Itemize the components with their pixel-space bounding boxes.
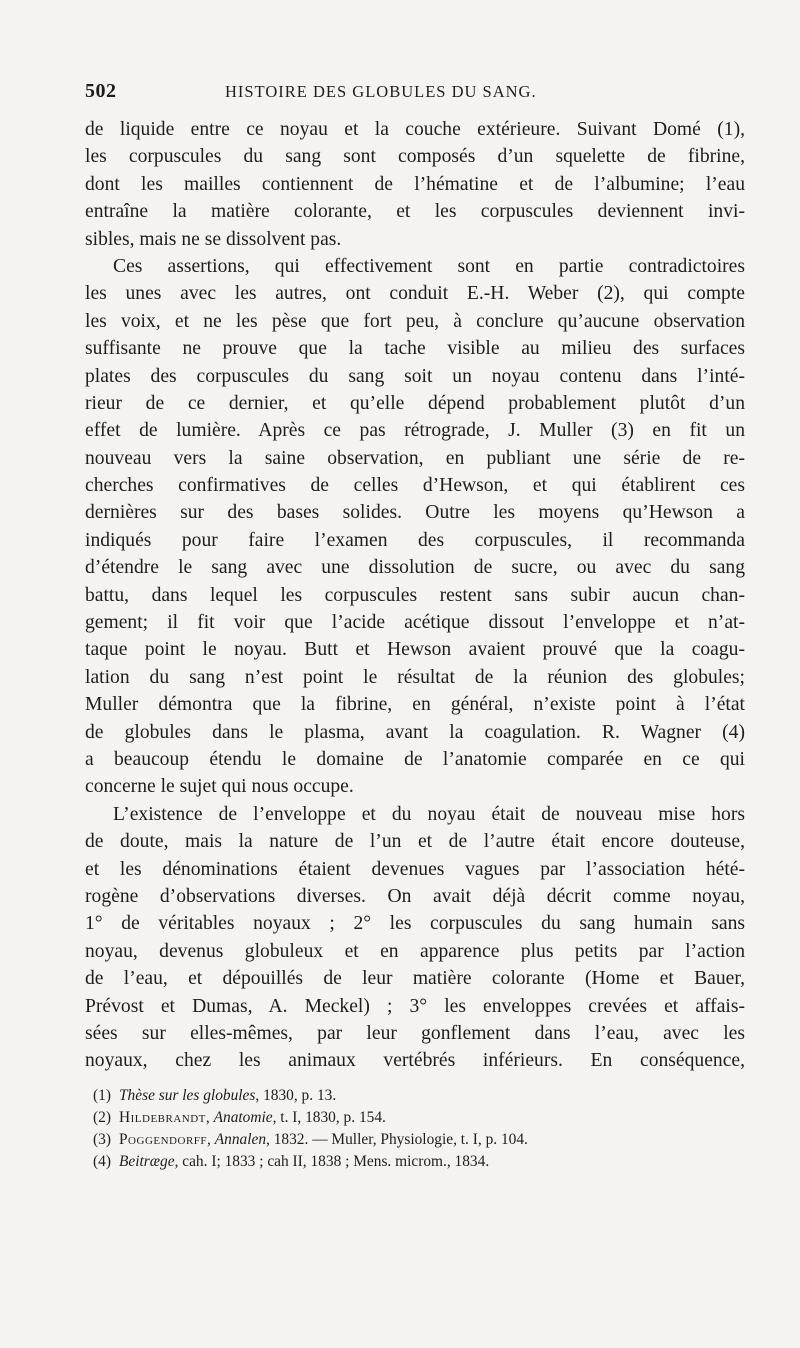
footnote: (2) Hildebrandt, Anatomie, t. I, 1830, p. 154. xyxy=(85,1107,745,1129)
text-line: sées sur elles-mêmes, par leur gonflement dans l’eau, avec les xyxy=(85,1022,745,1044)
footnote-number: (4) xyxy=(93,1152,111,1170)
text-line: les unes avec les autres, ont conduit E.-H. Weber (2), qui compte xyxy=(85,283,745,305)
text-line: effet de lumière. Après ce pas rétrograde, J. Muller (3) en fit un xyxy=(85,420,745,442)
footnote: (3) Poggendorff, Annalen, 1832. — Muller, Physiologie, t. I, p. 104. xyxy=(85,1129,745,1151)
text-line: entraîne la matière colorante, et les corpuscules deviennent invi- xyxy=(85,201,745,223)
text-line: rogène d’observations diverses. On avait déjà décrit comme noyau, xyxy=(85,885,745,907)
text-line: de globules dans le plasma, avant la coagulation. R. Wagner (4) xyxy=(85,721,745,743)
footnote-details: , 1832. — Muller, Physiologie, t. I, p. 104. xyxy=(266,1130,528,1148)
text-line: indiqués pour faire l’examen des corpuscules, il recommanda xyxy=(85,529,745,551)
text-line: concerne le sujet qui nous occupe. xyxy=(85,776,354,798)
body-text xyxy=(85,116,745,1075)
text-line: cherches confirmatives de celles d’Hewson, et qui établirent ces xyxy=(85,475,745,497)
text-line: rieur de ce dernier, et qu’elle dépend probablement plutôt d’un xyxy=(85,392,745,414)
text-line: noyaux, chez les animaux vertébrés inférieurs. En conséquence, xyxy=(85,1050,745,1072)
footnote-number: (3) xyxy=(93,1130,111,1148)
text-line: Muller démontra que la fibrine, en général, n’existe point à l’état xyxy=(85,694,745,716)
footnote-number: (1) xyxy=(93,1086,111,1104)
footnote-details: , 1830, p. 13. xyxy=(255,1086,337,1104)
footnote-author: Poggendorff xyxy=(119,1130,208,1148)
running-title: HISTOIRE DES GLOBULES DU SANG. xyxy=(225,82,537,101)
text-line: de liquide entre ce noyau et la couche extérieure. Suivant Domé (1), xyxy=(85,119,745,140)
page-number: 502 xyxy=(85,80,117,102)
footnote-work: Beitræge xyxy=(119,1152,175,1170)
text-line: 1° de véritables noyaux ; 2° les corpuscules du sang humain sans xyxy=(85,913,745,935)
footnote xyxy=(85,1085,745,1107)
text-line: plates des corpuscules du sang soit un noyau contenu dans l’inté- xyxy=(85,365,745,387)
page-header xyxy=(85,80,745,106)
book-page xyxy=(85,80,745,1173)
text-line: battu, dans lequel les corpuscules restent sans subir aucun chan- xyxy=(85,584,745,606)
text-line: Ces assertions, qui effectivement sont en partie contradictoires xyxy=(113,255,745,277)
footnote-number: (2) xyxy=(93,1108,111,1126)
text-line: noyau, devenus globuleux et en apparence plus petits par l’action xyxy=(85,940,745,962)
text-line: lation du sang n’est point le résultat de la réunion des globules; xyxy=(85,666,745,688)
text-line: Prévost et Dumas, A. Meckel) ; 3° les enveloppes crevées et affais- xyxy=(85,995,745,1017)
footnote-work: Anatomie xyxy=(213,1108,273,1126)
footnote-details: , cah. I; 1833 ; cah II, 1838 ; Mens. microm., 1834. xyxy=(174,1152,490,1170)
text-line: nouveau vers la saine observation, en publiant une série de re- xyxy=(85,447,745,469)
text-line: et les dénominations étaient devenues vagues par l’association hété- xyxy=(85,858,745,880)
text-line: sibles, mais ne se dissolvent pas. xyxy=(85,228,342,250)
text-line: suffisante ne prouve que la tache visible au milieu des surfaces xyxy=(85,338,745,360)
footnote-work: Thèse sur les globules xyxy=(119,1086,256,1104)
text-line: a beaucoup étendu le domaine de l’anatomie comparée en ce qui xyxy=(85,748,745,770)
text-line: dernières sur des bases solides. Outre les moyens qu’Hewson a xyxy=(85,502,745,524)
footnote xyxy=(85,1151,745,1173)
text-line: gement; il fit voir que l’acide acétique dissout l’enveloppe et n’at- xyxy=(85,612,745,634)
footnote-details: , t. I, 1830, p. 154. xyxy=(272,1108,386,1126)
text-line: L’existence de l’enveloppe et du noyau était de nouveau mise hors xyxy=(113,803,745,825)
text-line: dont les mailles contiennent de l’hématine et de l’albumine; l’eau xyxy=(85,173,745,195)
text-line: taque point le noyau. Butt et Hewson avaient prouvé que la coagu- xyxy=(85,639,745,661)
text-line: les voix, et ne les pèse que fort peu, à conclure qu’aucune observation xyxy=(85,310,745,332)
text-line: de l’eau, et dépouillés de leur matière colorante (Home et Bauer, xyxy=(85,968,745,990)
text-line: d’étendre le sang avec une dissolution de sucre, ou avec du sang xyxy=(85,557,745,579)
footnote-author: Hildebrandt xyxy=(119,1108,206,1126)
footnote-work: Annalen xyxy=(214,1130,267,1148)
footnotes xyxy=(85,1085,745,1173)
text-line: de doute, mais la nature de l’un et de l’autre était encore douteuse, xyxy=(85,831,745,853)
text-line: les corpuscules du sang sont composés d’un squelette de fibrine, xyxy=(85,146,745,168)
